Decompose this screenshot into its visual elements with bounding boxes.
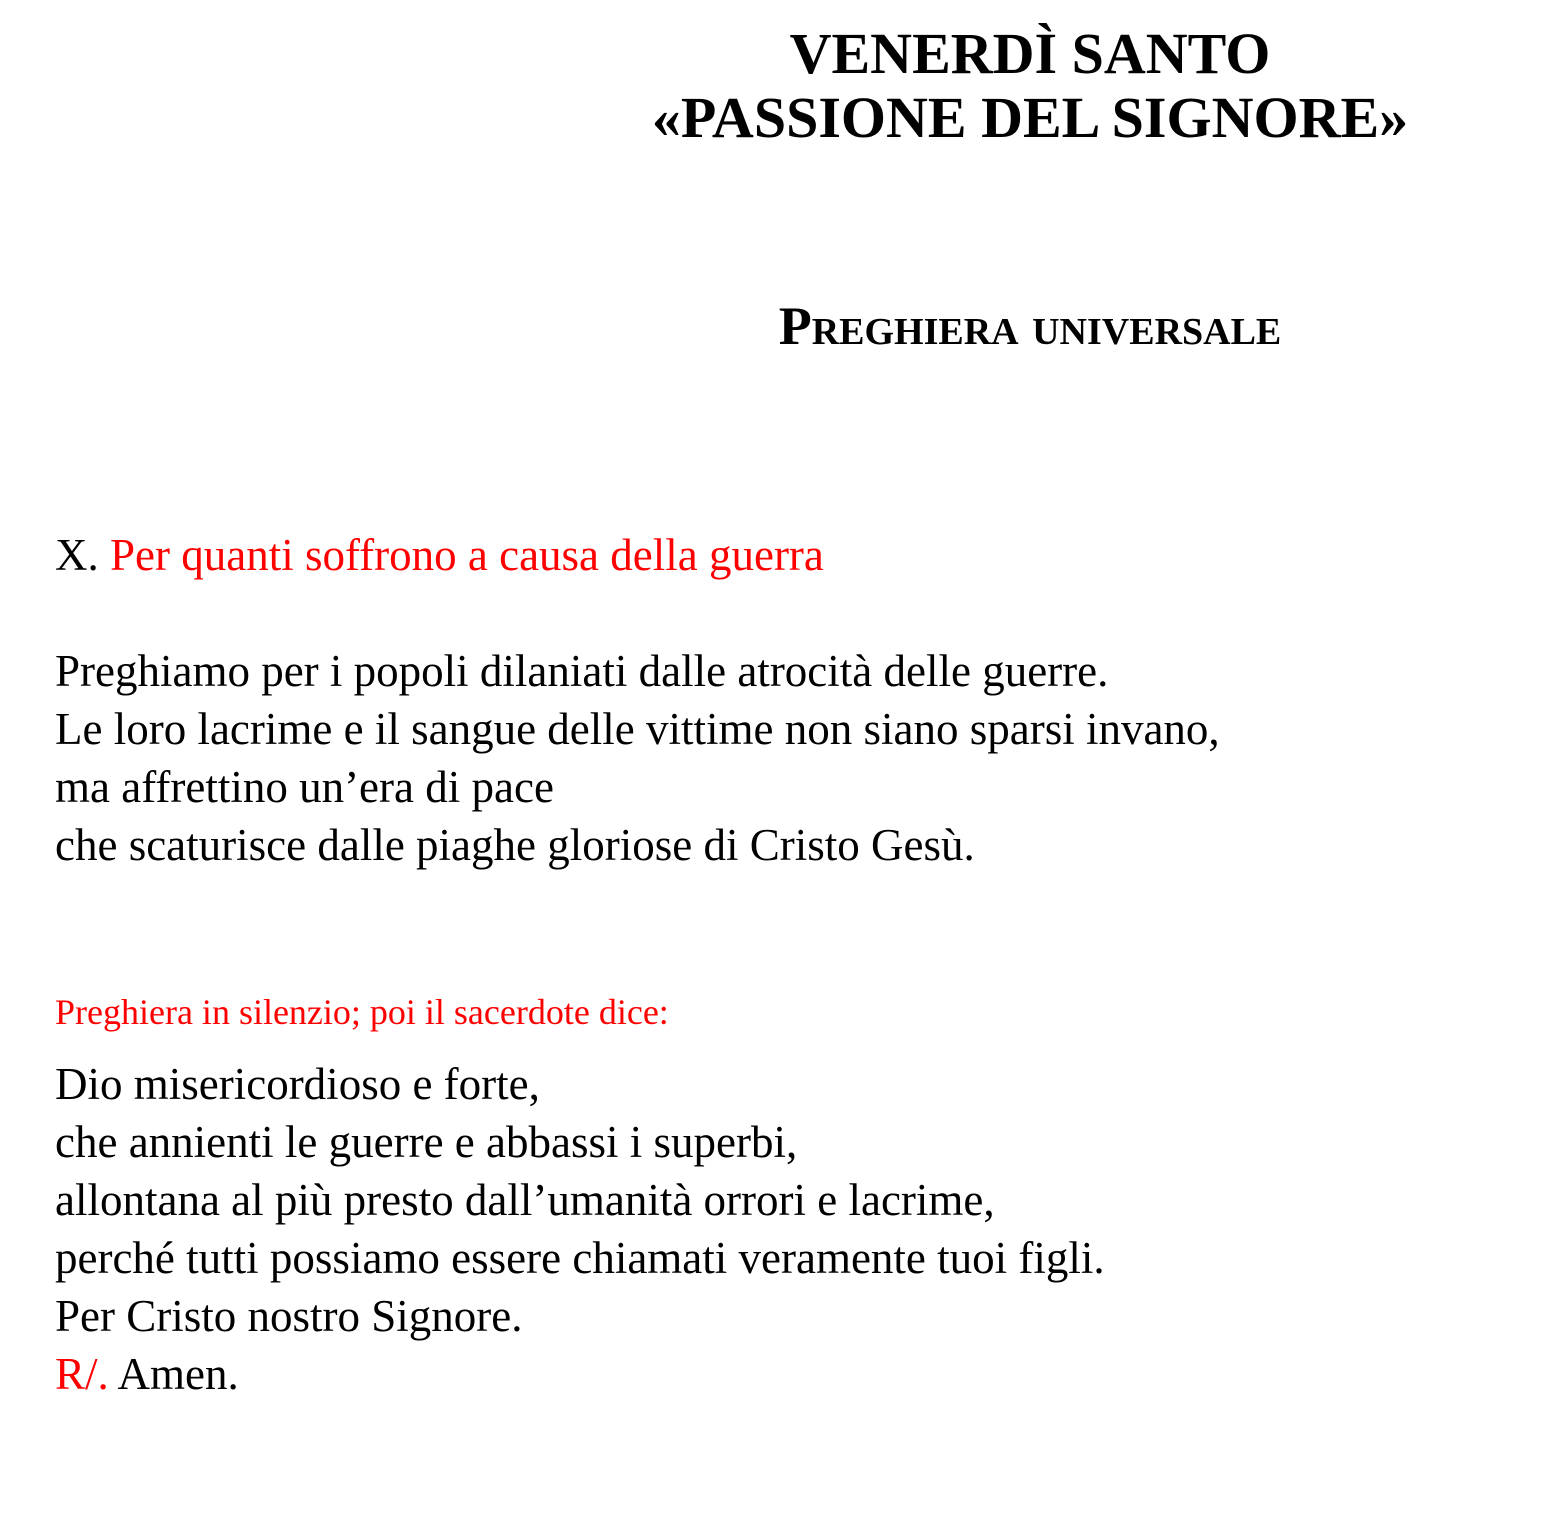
response-line — [55, 1345, 1105, 1403]
prayer-line: perché tutti possiamo essere chiamati veramente tuoi figli. — [55, 1233, 1105, 1283]
response-text: Amen. — [108, 1349, 239, 1399]
document-subtitle: Preghiera universale — [778, 296, 1282, 356]
section-heading — [55, 526, 824, 584]
intro-line: Le loro lacrime e il sangue delle vittime non siano sparsi invano, — [55, 704, 1220, 754]
title-line-2: «PASSIONE DEL SIGNORE» — [651, 85, 1409, 150]
section-number: X. — [55, 530, 99, 580]
prayer-line: che annienti le guerre e abbassi i superbi, — [55, 1117, 798, 1167]
intro-paragraph — [55, 642, 1220, 874]
title-line-1: VENERDÌ SANTO — [789, 21, 1271, 86]
rubric-instruction: Preghiera in silenzio; poi il sacerdote dice: — [55, 992, 669, 1032]
intro-line: che scaturisce dalle piaghe gloriose di Cristo Gesù. — [55, 820, 975, 870]
prayer-paragraph — [55, 1055, 1105, 1403]
intro-line: Preghiamo per i popoli dilaniati dalle atrocità delle guerre. — [55, 646, 1109, 696]
prayer-line: Dio misericordioso e forte, — [55, 1059, 540, 1109]
prayer-line: Per Cristo nostro Signore. — [55, 1291, 523, 1341]
prayer-line: allontana al più presto dall’umanità orrori e lacrime, — [55, 1175, 995, 1225]
section-title: Per quanti soffrono a causa della guerra — [110, 530, 824, 580]
document-title — [505, 22, 1553, 150]
intro-line: ma affrettino un’era di pace — [55, 762, 554, 812]
response-marker: R/. — [55, 1349, 109, 1399]
